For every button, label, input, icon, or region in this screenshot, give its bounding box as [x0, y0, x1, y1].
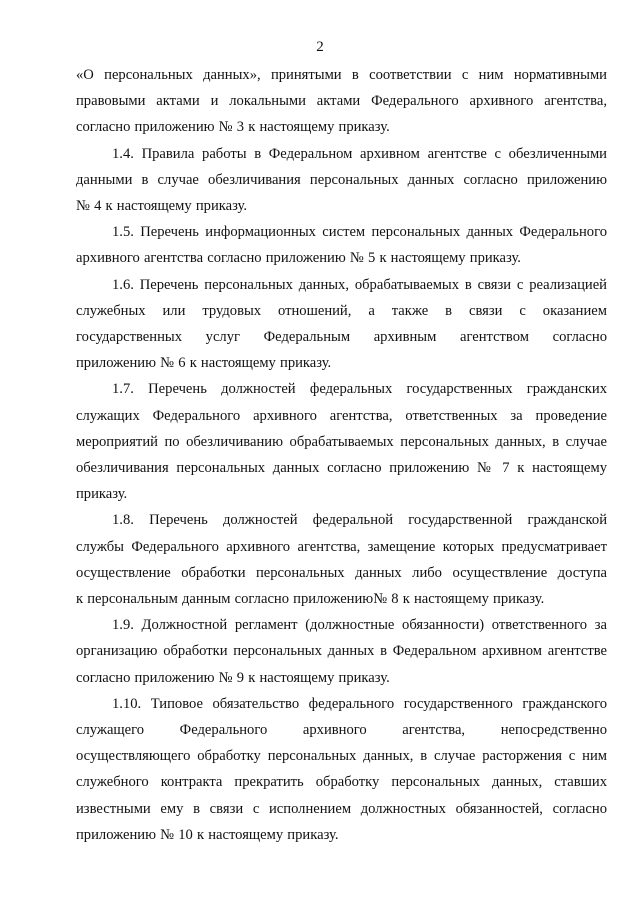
text-line: приложению № 10 к настоящему приказу.	[76, 826, 339, 843]
paragraph-1-6	[76, 272, 607, 377]
text-line: архивного агентства согласно приложению № 5 к настоящему приказу.	[76, 250, 521, 267]
text-line: известными ему в связи с исполнением должностных обязанностей, согласно	[76, 800, 607, 817]
text-line: согласно приложению № 3 к настоящему приказу.	[76, 119, 390, 136]
text-line: 1.5. Перечень информационных систем персональных данных Федерального	[112, 224, 607, 241]
text-line: мероприятий по обезличиванию обрабатываемых персональных данных, в случае	[76, 433, 607, 450]
text-line: данными в случае обезличивания персональных данных согласно приложению	[76, 171, 607, 188]
text-line: 1.9. Должностной регламент (должностные обязанности) ответственного за	[112, 617, 607, 634]
paragraph-1-8	[76, 507, 607, 612]
text-line: обезличивания персональных данных согласно приложению № 7 к настоящему	[76, 460, 607, 477]
text-line: осуществление обработки персональных данных либо осуществление доступа	[76, 564, 607, 581]
text-line: служебных или трудовых отношений, а также в связи с оказанием	[76, 302, 607, 319]
text-line: государственных услуг Федеральным архивным агентством согласно	[76, 329, 607, 346]
text-line: к персональным данным согласно приложению№ 8 к настоящему приказу.	[76, 591, 545, 608]
text-line: служащих Федерального архивного агентства, ответственных за проведение	[76, 407, 607, 424]
text-line: службы Федерального архивного агентства, замещение которых предусматривает	[76, 538, 607, 555]
paragraph-1-9	[76, 612, 607, 691]
text-line: 1.7. Перечень должностей федеральных государственных гражданских	[112, 381, 607, 398]
page-number: 2	[316, 39, 324, 55]
text-line: 1.8. Перечень должностей федеральной государственной гражданской	[112, 512, 607, 529]
text-line: «О персональных данных», принятыми в соответствии с ним нормативными	[76, 67, 607, 83]
text-line: 1.10. Типовое обязательство федерального государственного гражданского	[112, 695, 607, 712]
text-line: правовыми актами и локальными актами Федерального архивного агентства,	[76, 93, 607, 110]
text-line: приложению № 6 к настоящему приказу.	[76, 355, 332, 372]
paragraph-continuation	[76, 62, 607, 141]
text-line: осуществляющего обработку персональных данных, в случае расторжения с ним	[76, 748, 607, 765]
text-line: 1.4. Правила работы в Федеральном архивном агентстве с обезличенными	[112, 145, 607, 162]
paragraph-1-4	[76, 141, 607, 220]
text-line: служебного контракта прекратить обработку персональных данных, ставших	[76, 774, 607, 791]
text-line: организацию обработки персональных данных в Федеральном архивном агентстве	[76, 643, 607, 660]
text-line: 1.6. Перечень персональных данных, обрабатываемых в связи с реализацией	[112, 276, 607, 293]
document-body	[76, 62, 607, 848]
paragraph-1-7	[76, 376, 607, 507]
text-line: служащего Федерального архивного агентства, непосредственно	[76, 722, 607, 739]
text-line: № 4 к настоящему приказу.	[76, 198, 248, 215]
paragraph-1-10	[76, 691, 607, 848]
text-line: приказу.	[76, 486, 128, 503]
text-line: согласно приложению № 9 к настоящему приказу.	[76, 669, 390, 686]
paragraph-1-5	[76, 219, 607, 271]
